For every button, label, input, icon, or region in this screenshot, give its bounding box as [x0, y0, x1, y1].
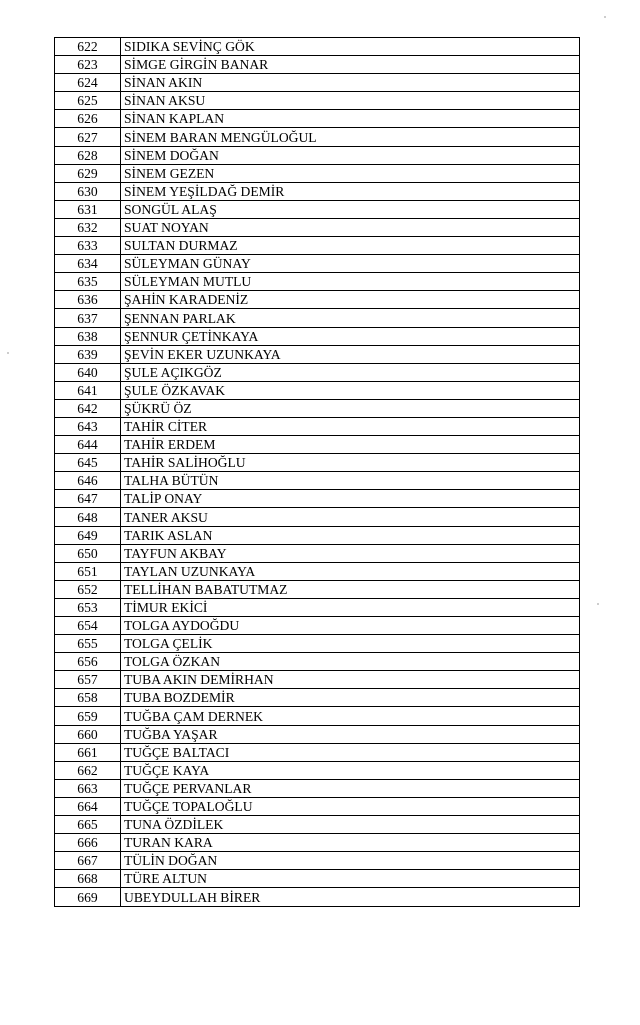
row-number-cell: 633	[55, 237, 121, 255]
person-name-cell: SONGÜL ALAŞ	[121, 200, 580, 218]
row-number-cell: 622	[55, 38, 121, 56]
person-name-cell: SÜLEYMAN GÜNAY	[121, 255, 580, 273]
person-name-cell: SİMGE GİRGİN BANAR	[121, 56, 580, 74]
row-number-cell: 640	[55, 363, 121, 381]
row-number-cell: 630	[55, 182, 121, 200]
person-name-cell: TUĞÇE TOPALOĞLU	[121, 797, 580, 815]
person-name-cell: SİNEM YEŞİLDAĞ DEMİR	[121, 182, 580, 200]
row-number-cell: 655	[55, 635, 121, 653]
person-name-cell: TUĞBA ÇAM DERNEK	[121, 707, 580, 725]
person-name-cell: ŞENNAN PARLAK	[121, 309, 580, 327]
row-number-cell: 657	[55, 671, 121, 689]
table-row	[55, 888, 580, 906]
table-row	[55, 761, 580, 779]
row-number-cell: 635	[55, 273, 121, 291]
person-name-cell: TÜRE ALTUN	[121, 870, 580, 888]
person-name-cell: TAHİR CİTER	[121, 417, 580, 435]
row-number-cell: 629	[55, 164, 121, 182]
person-name-cell: TUĞÇE PERVANLAR	[121, 779, 580, 797]
row-number-cell: 652	[55, 580, 121, 598]
row-number-cell: 625	[55, 92, 121, 110]
person-name-cell: SİNEM GEZEN	[121, 164, 580, 182]
row-number-cell: 644	[55, 436, 121, 454]
table-row	[55, 725, 580, 743]
table-row	[55, 255, 580, 273]
person-name-cell: TUBA AKIN DEMİRHAN	[121, 671, 580, 689]
person-name-cell: SİNAN AKIN	[121, 74, 580, 92]
row-number-cell: 639	[55, 345, 121, 363]
table-row	[55, 417, 580, 435]
table-row	[55, 544, 580, 562]
row-number-cell: 626	[55, 110, 121, 128]
person-name-cell: ŞULE ÖZKAVAK	[121, 381, 580, 399]
scan-speck	[7, 352, 9, 354]
person-name-cell: SİNAN KAPLAN	[121, 110, 580, 128]
table-row	[55, 237, 580, 255]
row-number-cell: 669	[55, 888, 121, 906]
person-name-cell: TUĞÇE KAYA	[121, 761, 580, 779]
person-name-cell: TUBA BOZDEMİR	[121, 689, 580, 707]
row-number-cell: 667	[55, 852, 121, 870]
table-row	[55, 327, 580, 345]
table-row	[55, 598, 580, 616]
row-number-cell: 658	[55, 689, 121, 707]
person-name-cell: SİNAN AKSU	[121, 92, 580, 110]
table-row	[55, 870, 580, 888]
row-number-cell: 663	[55, 779, 121, 797]
person-name-cell: TİMUR EKİCİ	[121, 598, 580, 616]
table-row	[55, 816, 580, 834]
person-name-cell: SİNEM BARAN MENGÜLOĞUL	[121, 128, 580, 146]
row-number-cell: 647	[55, 490, 121, 508]
table-row	[55, 689, 580, 707]
person-name-cell: UBEYDULLAH BİRER	[121, 888, 580, 906]
table-row	[55, 92, 580, 110]
row-number-cell: 649	[55, 526, 121, 544]
person-name-cell: TELLİHAN BABATUTMAZ	[121, 580, 580, 598]
row-number-cell: 668	[55, 870, 121, 888]
row-number-cell: 650	[55, 544, 121, 562]
row-number-cell: 638	[55, 327, 121, 345]
person-name-cell: ŞULE AÇIKGÖZ	[121, 363, 580, 381]
person-name-cell: TAYLAN UZUNKAYA	[121, 562, 580, 580]
table-row	[55, 345, 580, 363]
table-row	[55, 56, 580, 74]
person-name-cell: TAHİR SALİHOĞLU	[121, 454, 580, 472]
row-number-cell: 637	[55, 309, 121, 327]
row-number-cell: 661	[55, 743, 121, 761]
scan-speck	[597, 603, 599, 605]
row-number-cell: 648	[55, 508, 121, 526]
row-number-cell: 628	[55, 146, 121, 164]
table-row	[55, 164, 580, 182]
table-row	[55, 38, 580, 56]
row-number-cell: 654	[55, 617, 121, 635]
row-number-cell: 623	[55, 56, 121, 74]
table-row	[55, 779, 580, 797]
table-row	[55, 562, 580, 580]
table-row	[55, 454, 580, 472]
table-row	[55, 110, 580, 128]
person-name-cell: SİNEM DOĞAN	[121, 146, 580, 164]
table-row	[55, 291, 580, 309]
person-name-cell: TOLGA AYDOĞDU	[121, 617, 580, 635]
row-number-cell: 643	[55, 417, 121, 435]
person-name-cell: SULTAN DURMAZ	[121, 237, 580, 255]
row-number-cell: 660	[55, 725, 121, 743]
table-row	[55, 399, 580, 417]
row-number-cell: 664	[55, 797, 121, 815]
person-name-cell: TALHA BÜTÜN	[121, 472, 580, 490]
table-row	[55, 200, 580, 218]
person-name-cell: TUNA ÖZDİLEK	[121, 816, 580, 834]
row-number-cell: 645	[55, 454, 121, 472]
table-row	[55, 490, 580, 508]
table-row	[55, 852, 580, 870]
person-name-cell: ŞENNUR ÇETİNKAYA	[121, 327, 580, 345]
person-name-cell: TARIK ASLAN	[121, 526, 580, 544]
person-name-cell: TURAN KARA	[121, 834, 580, 852]
table-row	[55, 743, 580, 761]
row-number-cell: 632	[55, 218, 121, 236]
row-number-cell: 627	[55, 128, 121, 146]
table-row	[55, 436, 580, 454]
person-name-cell: TOLGA ÖZKAN	[121, 653, 580, 671]
table-row	[55, 617, 580, 635]
person-name-cell: SIDIKA SEVİNÇ GÖK	[121, 38, 580, 56]
person-name-cell: TUĞÇE BALTACI	[121, 743, 580, 761]
table-row	[55, 797, 580, 815]
table-row	[55, 472, 580, 490]
person-name-cell: ŞEVİN EKER UZUNKAYA	[121, 345, 580, 363]
row-number-cell: 642	[55, 399, 121, 417]
table-row	[55, 707, 580, 725]
table-row	[55, 74, 580, 92]
row-number-cell: 641	[55, 381, 121, 399]
table-row	[55, 635, 580, 653]
person-name-cell: TAYFUN AKBAY	[121, 544, 580, 562]
person-name-cell: ŞÜKRÜ ÖZ	[121, 399, 580, 417]
row-number-cell: 646	[55, 472, 121, 490]
table-row	[55, 508, 580, 526]
table-row	[55, 381, 580, 399]
table-row	[55, 128, 580, 146]
person-name-cell: TAHİR ERDEM	[121, 436, 580, 454]
person-name-cell: ŞAHİN KARADENİZ	[121, 291, 580, 309]
table-row	[55, 526, 580, 544]
row-number-cell: 656	[55, 653, 121, 671]
table-row	[55, 218, 580, 236]
table-row	[55, 182, 580, 200]
table-row	[55, 580, 580, 598]
row-number-cell: 659	[55, 707, 121, 725]
person-name-cell: TANER AKSU	[121, 508, 580, 526]
table-row	[55, 309, 580, 327]
row-number-cell: 634	[55, 255, 121, 273]
table-row	[55, 653, 580, 671]
row-number-cell: 636	[55, 291, 121, 309]
row-number-cell: 624	[55, 74, 121, 92]
scan-speck	[604, 16, 606, 18]
name-list-body	[55, 38, 580, 907]
name-list-table	[54, 37, 580, 907]
row-number-cell: 631	[55, 200, 121, 218]
row-number-cell: 653	[55, 598, 121, 616]
person-name-cell: TÜLİN DOĞAN	[121, 852, 580, 870]
person-name-cell: TOLGA ÇELİK	[121, 635, 580, 653]
person-name-cell: TALİP ONAY	[121, 490, 580, 508]
row-number-cell: 666	[55, 834, 121, 852]
person-name-cell: SÜLEYMAN MUTLU	[121, 273, 580, 291]
person-name-cell: SUAT NOYAN	[121, 218, 580, 236]
row-number-cell: 651	[55, 562, 121, 580]
table-row	[55, 363, 580, 381]
table-row	[55, 273, 580, 291]
table-row	[55, 834, 580, 852]
row-number-cell: 665	[55, 816, 121, 834]
row-number-cell: 662	[55, 761, 121, 779]
table-row	[55, 146, 580, 164]
table-row	[55, 671, 580, 689]
person-name-cell: TUĞBA YAŞAR	[121, 725, 580, 743]
